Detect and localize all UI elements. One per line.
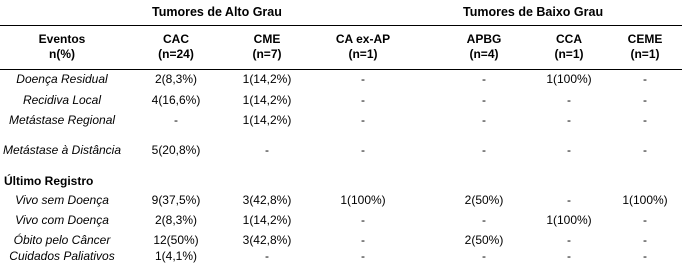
row-label: Metástase à Distância bbox=[2, 143, 122, 157]
table-cell: - bbox=[643, 233, 647, 247]
header-events-line: Eventos bbox=[38, 32, 86, 46]
header-events-line: n(%) bbox=[49, 47, 75, 61]
table-cell: - bbox=[482, 93, 486, 107]
table-cell: 1(100%) bbox=[622, 193, 668, 207]
column-header bbox=[600, 32, 682, 62]
column-header-line: CME bbox=[253, 32, 281, 46]
column-header-line: CA ex-AP bbox=[335, 32, 391, 46]
table-cell: 1(14,2%) bbox=[242, 213, 292, 227]
column-header-line: CAC bbox=[163, 32, 189, 46]
table-cell: - bbox=[482, 72, 486, 86]
table-cell: 1(100%) bbox=[546, 72, 592, 86]
table-cell: - bbox=[361, 143, 365, 157]
table-cell: 2(8,3%) bbox=[154, 213, 198, 227]
table-cell: - bbox=[265, 143, 269, 157]
group-title-low-grade: Tumores de Baixo Grau bbox=[463, 5, 604, 19]
table-cell: - bbox=[361, 113, 365, 127]
table-cell: 1(14,2%) bbox=[242, 113, 292, 127]
table-cell: - bbox=[361, 93, 365, 107]
column-header bbox=[222, 32, 312, 62]
row-label: Recidiva Local bbox=[22, 93, 102, 107]
table-cell: - bbox=[265, 249, 269, 263]
table-cell: 2(50%) bbox=[464, 233, 504, 247]
top-rule bbox=[0, 25, 682, 26]
table-cell: 3(42,8%) bbox=[242, 233, 292, 247]
table-cell: - bbox=[482, 213, 486, 227]
column-header-line: (n=1) bbox=[554, 47, 584, 61]
table-cell: 1(4,1%) bbox=[154, 249, 198, 263]
column-header-line: CEME bbox=[627, 32, 663, 46]
table-cell: 2(8,3%) bbox=[154, 72, 198, 86]
column-header-line: (n=4) bbox=[469, 47, 499, 61]
table-cell: 1(14,2%) bbox=[242, 72, 292, 86]
row-label: Vivo com Doença bbox=[15, 213, 109, 227]
table-cell: - bbox=[361, 72, 365, 86]
table-cell: - bbox=[643, 113, 647, 127]
column-header-line: (n=7) bbox=[252, 47, 282, 61]
table-cell: 12(50%) bbox=[153, 233, 199, 247]
column-header bbox=[131, 32, 221, 62]
column-header-line: (n=1) bbox=[348, 47, 378, 61]
row-label: Doença Residual bbox=[16, 72, 108, 86]
column-header-line: CCA bbox=[556, 32, 582, 46]
column-header-line: APBG bbox=[466, 32, 502, 46]
table-cell: 1(100%) bbox=[340, 193, 386, 207]
table-cell: - bbox=[567, 193, 571, 207]
row-label: Óbito pelo Câncer bbox=[13, 233, 111, 247]
section-label: Último Registro bbox=[4, 174, 94, 188]
table-cell: - bbox=[361, 213, 365, 227]
table-cell: 4(16,6%) bbox=[151, 93, 201, 107]
row-label: Vivo sem Doença bbox=[15, 193, 109, 207]
header-events bbox=[2, 32, 122, 62]
table-cell: - bbox=[643, 143, 647, 157]
table-cell: - bbox=[643, 72, 647, 86]
table-cell: 1(14,2%) bbox=[242, 93, 292, 107]
column-header bbox=[439, 32, 529, 62]
column-header-line: (n=24) bbox=[158, 47, 194, 61]
column-header-line: (n=1) bbox=[630, 47, 660, 61]
table-cell: - bbox=[567, 143, 571, 157]
table-cell: - bbox=[174, 113, 178, 127]
column-header bbox=[318, 32, 408, 62]
header-rule bbox=[0, 69, 682, 70]
table-cell: - bbox=[482, 113, 486, 127]
table-cell: 1(100%) bbox=[546, 213, 592, 227]
row-label: Cuidados Paliativos bbox=[9, 249, 115, 263]
table-cell: - bbox=[643, 93, 647, 107]
table-cell: - bbox=[643, 213, 647, 227]
table-cell: - bbox=[361, 249, 365, 263]
table-cell: - bbox=[482, 143, 486, 157]
table-cell: - bbox=[567, 233, 571, 247]
table-cell: - bbox=[567, 249, 571, 263]
table-cell: - bbox=[567, 113, 571, 127]
table-cell: 9(37,5%) bbox=[151, 193, 201, 207]
table-cell: 3(42,8%) bbox=[242, 193, 292, 207]
table-cell: 2(50%) bbox=[464, 193, 504, 207]
table-cell: - bbox=[643, 249, 647, 263]
table-cell: - bbox=[567, 93, 571, 107]
table-cell: - bbox=[482, 249, 486, 263]
group-title-high-grade: Tumores de Alto Grau bbox=[152, 5, 282, 19]
row-label: Metástase Regional bbox=[8, 113, 116, 127]
table-cell: 5(20,8%) bbox=[151, 143, 201, 157]
table-cell: - bbox=[361, 233, 365, 247]
